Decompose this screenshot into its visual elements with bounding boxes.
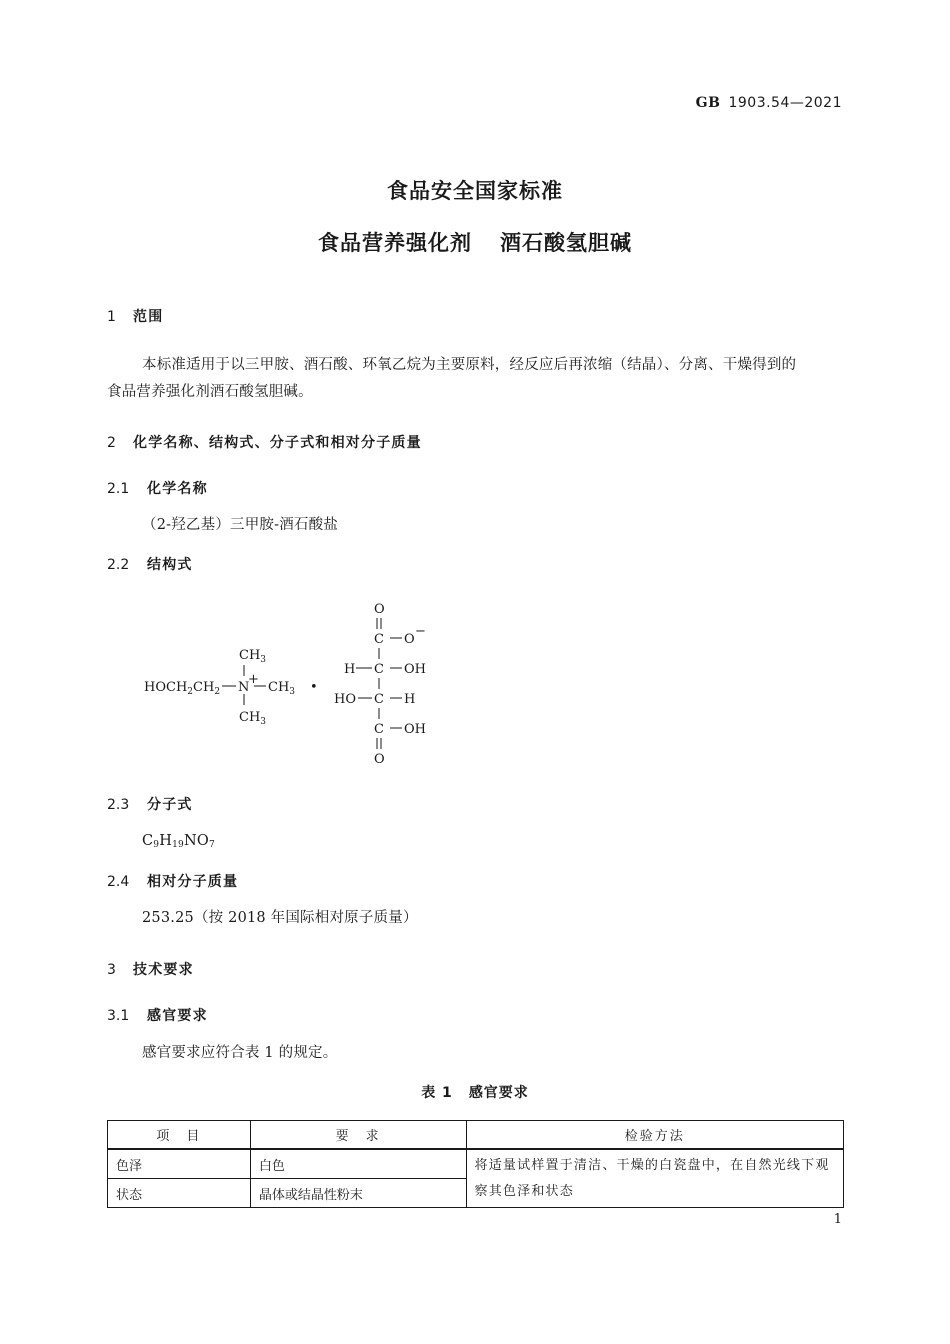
atom-ho3: HO	[334, 692, 356, 707]
structural-formula-diagram	[140, 595, 470, 775]
standard-code	[696, 95, 842, 111]
table-row	[108, 1149, 844, 1179]
heading-molecular-formula: 2.3 分子式	[107, 797, 193, 813]
chemical-name-text: （2-羟乙基）三甲胺-酒石酸盐	[142, 517, 339, 533]
heading-chemical-name: 2.1 化学名称	[107, 481, 208, 497]
cell-requirement: 晶体或结晶性粉末	[250, 1179, 466, 1208]
table-caption: 表 1 感官要求	[421, 1085, 529, 1101]
header-method: 检验方法	[466, 1121, 843, 1150]
carboxylate-charge: −	[415, 624, 426, 639]
methyl-top: $CH_3$	[239, 648, 267, 665]
subtitle-left: 食品营养强化剂	[318, 231, 472, 255]
salt-dot: •	[310, 680, 318, 695]
header-requirement: 要 求	[250, 1121, 466, 1150]
methyl-bottom: $CH_3$	[239, 710, 267, 727]
page-number: 1	[833, 1212, 842, 1227]
atom-h2: H	[344, 662, 356, 677]
atom-o-bottom: O	[374, 752, 385, 767]
heading-molecular-weight: 2.4 相对分子质量	[107, 874, 239, 890]
subtitle-right: 酒石酸氢胆碱	[500, 231, 632, 255]
sensory-requirements-table	[107, 1120, 844, 1208]
molecular-formula: $C_9H_{19}NO_7$	[142, 833, 215, 850]
atom-h3: H	[404, 692, 416, 707]
structural-formula	[140, 595, 470, 775]
cell-method: 将适量试样置于清洁、干燥的白瓷盘中，在自然光线下观察其色泽和状态	[466, 1149, 843, 1208]
atom-o-top: O	[374, 602, 385, 617]
nitrogen-atom: N	[238, 680, 250, 695]
cell-item: 状态	[108, 1179, 251, 1208]
heading-structure: 2.2 结构式	[107, 557, 193, 573]
heading-sensory-requirements: 3.1 感官要求	[107, 1008, 208, 1024]
atom-o-minus: O	[404, 632, 415, 647]
molecular-weight-text: 253.25（按 2018 年国际相对原子质量）	[142, 910, 418, 926]
methyl-right: $CH_3$	[268, 680, 296, 697]
document-title: 食品安全国家标准	[387, 179, 563, 203]
heading-scope: 1 范围	[107, 309, 164, 325]
atom-c4: C	[374, 722, 384, 737]
atom-c3: C	[374, 692, 384, 707]
standard-code-number: 1903.54—2021	[728, 95, 842, 111]
heading-technical-requirements: 3 技术要求	[107, 962, 194, 978]
cell-item: 色泽	[108, 1149, 251, 1179]
sensory-requirements-text: 感官要求应符合表 1 的规定。	[142, 1045, 338, 1061]
heading-chemical-info: 2 化学名称、结构式、分子式和相对分子质量	[107, 435, 422, 451]
document-subtitle	[0, 227, 950, 257]
table-header-row	[108, 1121, 844, 1150]
hydroxyethyl-group: $HOCH_2CH_2$	[144, 680, 221, 697]
header-item: 项 目	[108, 1121, 251, 1150]
scope-text-line1: 本标准适用于以三甲胺、酒石酸、环氧乙烷为主要原料，经反应后再浓缩（结晶）、分离、干燥得到的	[142, 357, 797, 373]
atom-oh4: OH	[404, 722, 426, 737]
cell-requirement: 白色	[250, 1149, 466, 1179]
atom-c1: C	[374, 632, 384, 647]
atom-c2: C	[374, 662, 384, 677]
scope-text-line2: 食品营养强化剂酒石酸氢胆碱。	[107, 384, 313, 400]
nitrogen-charge: +	[248, 672, 259, 687]
atom-oh2: OH	[404, 662, 426, 677]
standard-code-prefix: GB	[695, 95, 721, 111]
